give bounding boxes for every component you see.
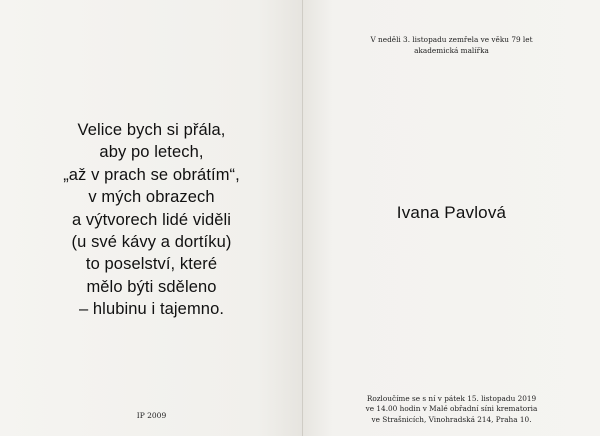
funeral-line: ve Strašnicích, Vinohradská 214, Praha 10. bbox=[371, 414, 532, 424]
notice-line: V neděli 3. listopadu zemřela ve věku 79 let bbox=[370, 35, 533, 44]
poem-line: aby po letech, bbox=[99, 143, 204, 162]
poem-line: v mých obrazech bbox=[88, 188, 215, 207]
funeral-line: Rozloučíme se s ní v pátek 15. listopadu 2019 bbox=[366, 394, 537, 403]
poem-line: mělo býti sděleno bbox=[86, 277, 217, 296]
author-initials: IP 2009 bbox=[136, 411, 167, 420]
poem-line: „až v prach se obrátím“, bbox=[63, 165, 240, 184]
notice-line: akademická malířka bbox=[414, 46, 489, 55]
poem-line: Velice bych si přála, bbox=[77, 121, 226, 139]
funeral-details bbox=[303, 394, 600, 425]
poem-line: to poselství, které bbox=[85, 255, 218, 274]
deceased-name: Ivana Pavlová bbox=[396, 203, 507, 222]
poem bbox=[0, 119, 303, 321]
poem-line: a výtvorech lidé viděli bbox=[71, 210, 232, 229]
poem-line: (u své kávy a dortíku) bbox=[71, 233, 232, 252]
poem-line: – hlubinu i tajemno. bbox=[78, 300, 225, 319]
funeral-line: ve 14.00 hodin v Malé obřadní síni krematoria bbox=[365, 404, 538, 414]
death-notice bbox=[303, 34, 600, 56]
